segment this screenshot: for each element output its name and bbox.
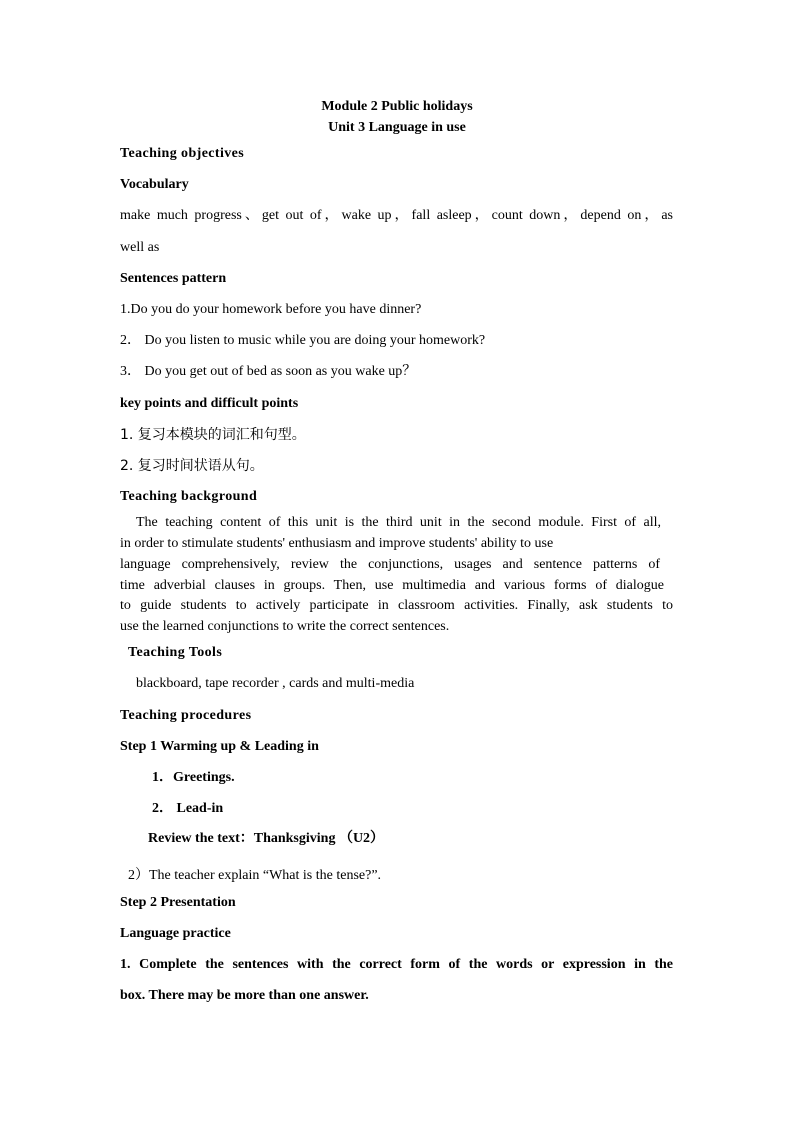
background-line: to guide students to actively participate in classroom activities. Finally, ask students to xyxy=(120,598,673,613)
sentence-item: 2． Do you listen to music while you are doing your homework? xyxy=(120,333,486,348)
exercise-instruction-line-1: 1. Complete the sentences with the correct form of the words or expression in the xyxy=(120,957,673,972)
step1-item: 1．Greetings. xyxy=(152,770,235,785)
procedures-heading: Teaching procedures xyxy=(120,708,252,723)
tools-heading: Teaching Tools xyxy=(128,645,223,660)
objectives-heading: Teaching objectives xyxy=(120,146,245,161)
step1-heading: Step 1 Warming up & Leading in xyxy=(120,739,319,754)
background-line: time adverbial clauses in groups. Then, use multimedia and various forms of dialogue xyxy=(120,578,664,593)
background-line: language comprehensively, review the conjunctions, usages and sentence patterns of xyxy=(120,557,660,572)
background-line: in order to stimulate students' enthusiasm and improve students' ability to use xyxy=(120,536,554,551)
sentences-heading: Sentences pattern xyxy=(120,271,227,286)
sentence-item: 3． Do you get out of bed as soon as you wake up？ xyxy=(120,364,417,379)
keypoint-item: 1. 复习本模块的词汇和句型。 xyxy=(120,427,306,443)
exercise-instruction-line-2: box. There may be more than one answer. xyxy=(120,988,369,1003)
background-heading: Teaching background xyxy=(120,489,258,504)
background-line: The teaching content of this unit is the third unit in the second module. First of all, xyxy=(136,515,661,530)
tools-text: blackboard, tape recorder , cards and multi-media xyxy=(136,676,415,691)
review-line: Review the text：Thanksgiving （U2） xyxy=(148,831,385,846)
vocabulary-line-2: well as xyxy=(120,240,160,255)
explain-line: 2）The teacher explain “What is the tense?”. xyxy=(128,868,382,883)
page-title: Module 2 Public holidays xyxy=(321,99,473,114)
page-subtitle: Unit 3 Language in use xyxy=(328,120,466,135)
vocabulary-heading: Vocabulary xyxy=(120,177,189,192)
practice-heading: Language practice xyxy=(120,926,231,941)
keypoint-item: 2. 复习时间状语从句。 xyxy=(120,458,264,474)
keypoints-heading: key points and difficult points xyxy=(120,396,299,411)
step2-heading: Step 2 Presentation xyxy=(120,895,236,910)
vocabulary-line-1: make much progress、get out of，wake up，fall asleep，count down，depend on，as xyxy=(120,208,673,223)
sentence-item: 1.Do you do your homework before you have dinner? xyxy=(120,302,422,317)
step1-item: 2． Lead-in xyxy=(152,801,224,816)
background-line: use the learned conjunctions to write the correct sentences. xyxy=(120,619,450,634)
